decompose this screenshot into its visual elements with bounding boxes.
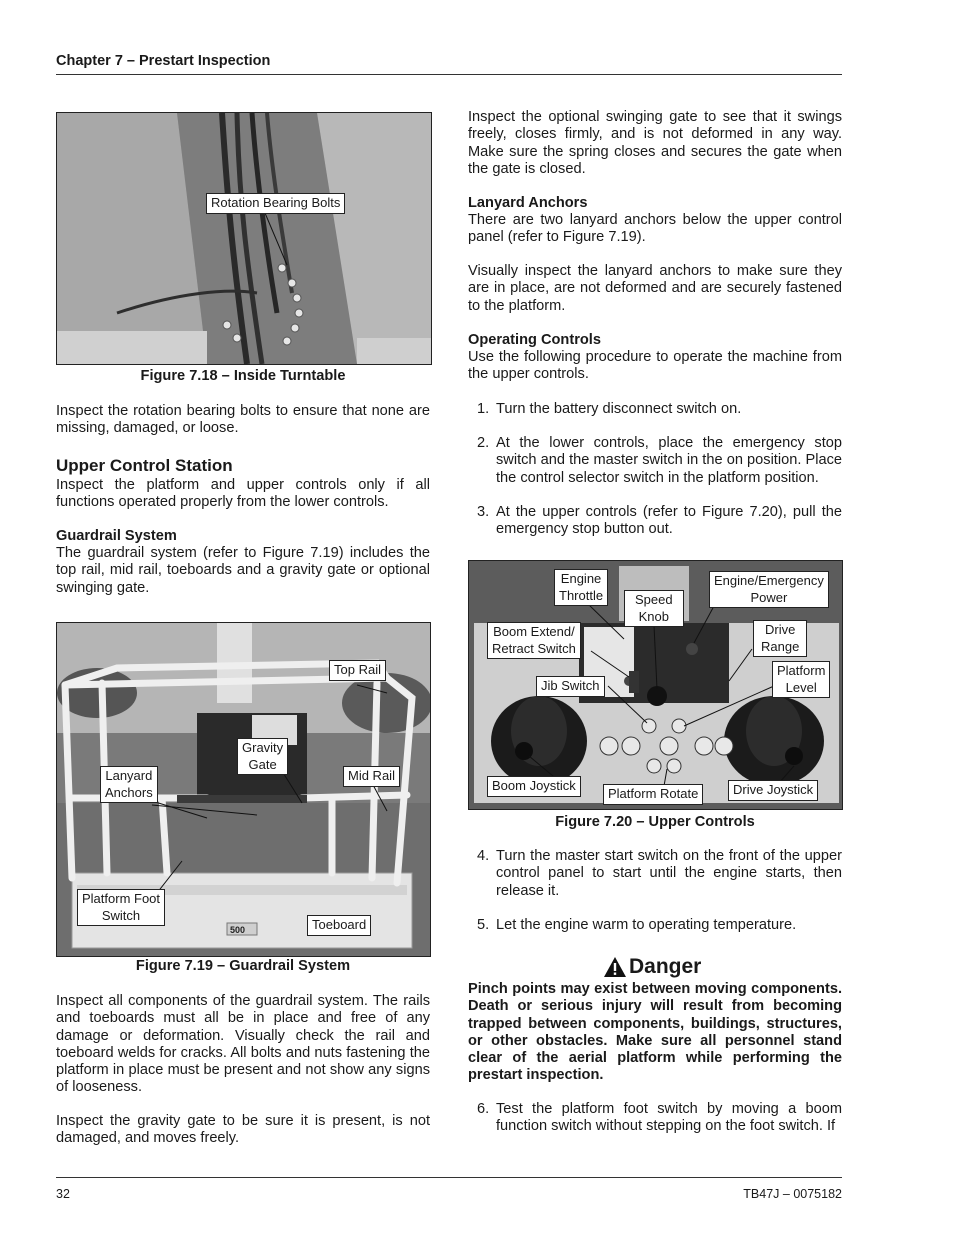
paragraph-operating: Use the following procedure to operate the machine from the upper controls. — [468, 349, 842, 383]
turntable-illustration — [57, 113, 431, 364]
label-lanyard-line1: Lanyard — [105, 768, 153, 783]
label-platform-level-line1: Platform — [777, 663, 826, 678]
paragraph-gravity-gate: Inspect the gravity gate to be sure it is present, is not damaged, and moves freely. — [56, 1113, 430, 1147]
label-foot-switch-line2: Switch — [101, 907, 141, 923]
document-number: TB47J – 0075182 — [743, 1187, 842, 1201]
label-boom-extend-line1: Boom Extend/ — [493, 624, 575, 639]
figure-7-20-photo — [468, 560, 843, 810]
paragraph-upper-control: Inspect the platform and upper controls only if all functions operated properly from the lower controls. — [56, 477, 430, 511]
step-1-number: 1. — [477, 401, 490, 417]
label-drive-range-line2: Range — [761, 638, 800, 654]
step-6-number: 6. — [477, 1101, 490, 1117]
label-foot-switch-line1: Platform Foot — [82, 891, 161, 906]
label-boom-extend-line2: Retract Switch — [492, 640, 576, 656]
label-toeboard: Toeboard — [307, 915, 371, 936]
heading-lanyard-anchors: Lanyard Anchors — [468, 195, 588, 211]
figure-7-18-caption: Figure 7.18 – Inside Turntable — [140, 368, 346, 384]
label-boom-joystick: Boom Joystick — [487, 776, 581, 797]
label-lanyard-line2: Anchors — [105, 784, 153, 800]
header-rule — [56, 74, 842, 75]
label-platform-level-line2: Level — [785, 679, 817, 695]
label-gravity-gate — [237, 738, 288, 775]
label-gravity-gate-line1: Gravity — [242, 740, 284, 755]
label-mid-rail: Mid Rail — [343, 766, 400, 787]
step-4-number: 4. — [477, 848, 490, 864]
label-drive-range-line1: Drive — [764, 622, 796, 637]
step-2-text: At the lower controls, place the emergency stop switch and the master switch in the on position. Place the control selector switch in the platform position. — [496, 435, 842, 486]
label-platform-rotate: Platform Rotate — [603, 784, 703, 805]
label-top-rail: Top Rail — [329, 660, 386, 681]
heading-upper-control-station: Upper Control Station — [56, 456, 233, 475]
label-engine-power-line2: Power — [750, 589, 788, 605]
label-speed-knob-line2: Knob — [638, 608, 669, 624]
figure-7-19-photo — [56, 622, 431, 957]
chapter-header: Chapter 7 – Prestart Inspection — [56, 53, 271, 69]
label-rotation-bearing-bolts: Rotation Bearing Bolts — [206, 193, 345, 214]
step-6 — [468, 1101, 842, 1137]
label-jib-switch: Jib Switch — [536, 676, 605, 697]
step-1 — [468, 401, 842, 419]
heading-guardrail-system: Guardrail System — [56, 528, 177, 544]
step-3-text: At the upper controls (refer to Figure 7.20), pull the emergency stop button out. — [496, 504, 842, 538]
capacity-decal-text: 500 — [230, 925, 246, 935]
label-boom-extend-retract — [487, 622, 581, 659]
figure-7-18-photo — [56, 112, 432, 365]
danger-text: Pinch points may exist between moving components. Death or serious injury will result from becoming trapped between components, buildings, structures, or other obstacles. Make sure all personnel stand clear of the aerial platform while performing the prestart inspection. — [468, 981, 842, 1084]
label-engine-emergency-power — [709, 571, 829, 608]
step-2-number: 2. — [477, 435, 490, 451]
label-engine-power-line1: Engine/Emergency — [714, 573, 824, 588]
paragraph-lanyard-2: Visually inspect the lanyard anchors to make sure they are in place, are not deformed and are securely fastened to the platform. — [468, 263, 842, 314]
step-5 — [468, 917, 842, 935]
figure-7-19-caption: Figure 7.19 – Guardrail System — [135, 958, 351, 974]
label-platform-foot-switch — [77, 889, 165, 926]
figure-7-20-caption: Figure 7.20 – Upper Controls — [555, 814, 755, 830]
step-2 — [468, 435, 842, 489]
danger-title: Danger — [629, 955, 702, 978]
warning-triangle-icon — [603, 956, 627, 978]
label-engine-throttle-line2: Throttle — [559, 587, 604, 603]
page-number: 32 — [56, 1187, 70, 1201]
label-gravity-gate-line2: Gate — [248, 756, 277, 772]
paragraph-inspect-all: Inspect all components of the guardrail system. The rails and toeboards must all be in place and free of any damage or deformation. Visually check the rail and toeboard welds for cracks. All bolts and nuts fastening the platform in place must be present and not show any signs of looseness. — [56, 993, 430, 1096]
paragraph-guardrail: The guardrail system (refer to Figure 7.19) includes the top rail, mid rail, toeboards and a gravity gate or optional swinging gate. — [56, 545, 430, 596]
label-drive-range — [753, 620, 807, 657]
paragraph-lanyard-1: There are two lanyard anchors below the upper control panel (refer to Figure 7.19). — [468, 212, 842, 246]
label-speed-knob — [624, 590, 684, 627]
step-6-text: Test the platform foot switch by moving a boom function switch without stepping on the foot switch. If — [496, 1101, 842, 1135]
paragraph-swinging-gate: Inspect the optional swinging gate to see that it swings freely, closes firmly, and is not deformed in any way. Make sure the spring closes and secures the gate when the gate is closed. — [468, 109, 842, 177]
paragraph-rotation-bolts: Inspect the rotation bearing bolts to ensure that none are missing, damaged, or loose. — [56, 403, 430, 437]
label-drive-joystick: Drive Joystick — [728, 780, 818, 801]
label-engine-throttle — [554, 569, 608, 606]
label-lanyard-anchors — [100, 766, 158, 803]
step-5-number: 5. — [477, 917, 490, 933]
heading-operating-controls: Operating Controls — [468, 332, 601, 348]
label-speed-knob-line1: Speed — [635, 592, 673, 607]
step-4 — [468, 848, 842, 902]
step-1-text: Turn the battery disconnect switch on. — [496, 401, 742, 417]
label-engine-throttle-line1: Engine — [560, 571, 602, 586]
label-platform-level — [772, 661, 830, 698]
step-3-number: 3. — [477, 504, 490, 520]
footer-rule — [56, 1177, 842, 1178]
step-5-text: Let the engine warm to operating temperature. — [496, 917, 797, 933]
step-4-text: Turn the master start switch on the front of the upper control panel to start until the engine starts, then release it. — [496, 848, 842, 899]
danger-heading — [603, 954, 701, 980]
step-3 — [468, 504, 842, 540]
